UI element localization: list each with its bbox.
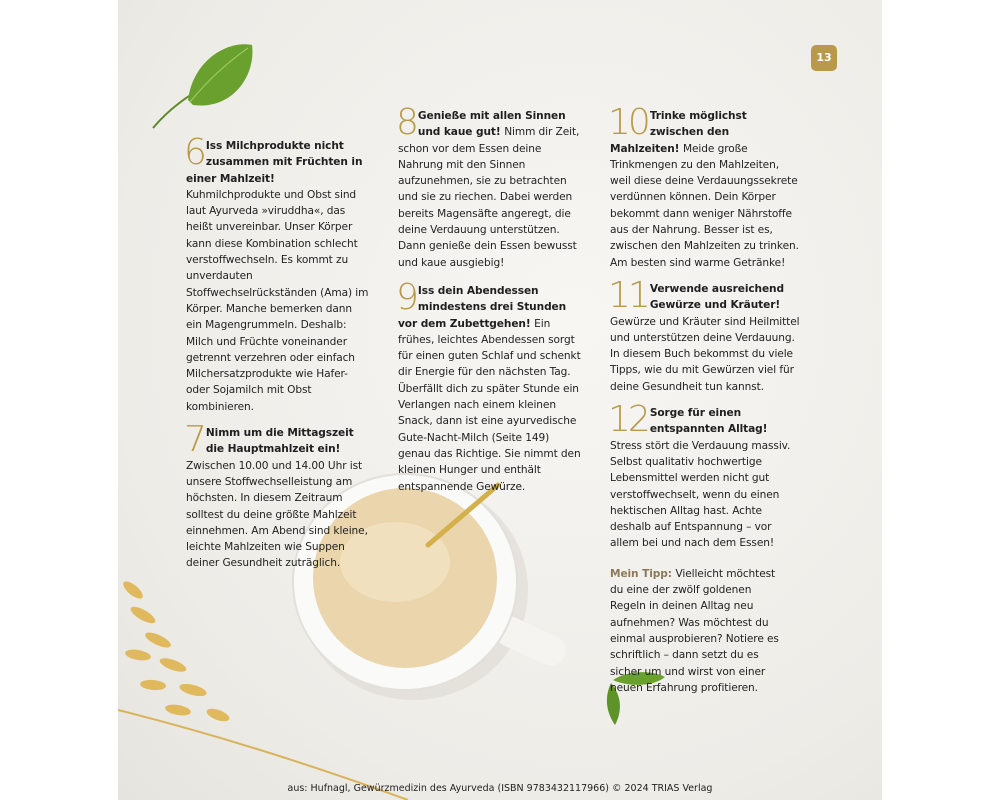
- tip-body: Stress stört die Verdauung massiv. Selbst qualitativ hochwertige Lebensmittel werden nicht gut verstoffwechselt, wenn du einen hektischen Alltag hast. Achte deshalb auf Entspannung – vor allem bei und nach dem Essen!: [610, 439, 791, 550]
- tip-heading: Genieße mit allen Sinnen und kaue gut!: [417, 110, 566, 139]
- tip-body: Ein frühes, leichtes Abendessen sorgt für einen guten Schlaf und schenkt dir Energie für den nächsten Tag. Überfällt dich zu später Stunde ein Verlangen nach einem kleinen Snack, dann ist eine ayurvedische Gute-Nacht-Milch (Seite 149) genau das Richtige. Sie nimmt den kleinen Hunger und enthält entspannende Gewürze.: [398, 317, 581, 493]
- page-footer-credit: aus: Hufnagl, Gewürzmedizin des Ayurveda (ISBN 9783432117966) © 2024 TRIAS Verlag: [287, 783, 713, 794]
- tip-9: [396, 276, 582, 495]
- tip-number: 9: [396, 276, 416, 318]
- tip-number: 10: [608, 102, 648, 143]
- tip-11: [608, 274, 800, 395]
- my-tip-label: Mein Tipp:: [610, 567, 676, 580]
- tip-heading: Sorge für einen entspannten Alltag!: [649, 407, 768, 436]
- tip-body: Zwischen 10.00 und 14.00 Uhr ist unsere Stoffwechselleistung am höchsten. In diesem Zeitraum solltest du deine größte Mahlzeit einnehmen. Am Abend sind kleine, leichte Mahlzeiten wie Suppen deiner Gesundheit zuträglich.: [186, 459, 368, 570]
- tip-heading: Verwende ausreichend Gewürze und Kräuter!: [649, 282, 784, 312]
- tip-6: [184, 132, 371, 415]
- column-3: [608, 102, 800, 704]
- column-2: [396, 102, 582, 503]
- tip-heading: Trinke möglichst zwischen den Mahlzeiten!: [610, 110, 747, 155]
- tip-heading: Iss dein Abendessen mindestens drei Stunden vor dem Zubettgehen!: [398, 284, 567, 330]
- book-page: [118, 0, 882, 800]
- basil-leaf-image: [148, 40, 258, 135]
- page-number-badge: 13: [811, 45, 837, 71]
- my-tip-box: [610, 566, 788, 696]
- tip-12: [608, 399, 800, 552]
- tip-number: 6: [184, 132, 204, 173]
- tip-8: [396, 102, 582, 271]
- my-tip-body: Vielleicht möchtest du eine der zwölf goldenen Regeln in deinen Alltag neu aufnehmen? Was möchtest du einmal ausprobieren? Notiere es schriftlich – dann setzt du es sicher um und wirst von einer neuen Erfahrung profitieren.: [610, 567, 779, 694]
- tip-number: 7: [184, 419, 204, 461]
- tip-body: Meide große Trinkmengen zu den Mahlzeiten, weil diese deine Verdauungssekrete verdünnen können. Dein Körper bekommt dann weniger Nährstoffe aus der Nahrung. Besser ist es, zwischen den Mahlzeiten zu trinken. Am besten sind warme Getränke!: [610, 142, 799, 269]
- oat-stalk-image: [118, 560, 418, 800]
- tip-body: Kuhmilchprodukte und Obst sind laut Ayurveda »viruddha«, das heißt unvereinbar. Unser Körper kann diese Kombination schlecht verstoffwechseln. Es kommt zu unverdauten Stoffwechselrückständen (Ama) im Körper. Manche bemerken dann ein Magengrummeln. Deshalb: Milch und Früchte voneinander getrennt verzehren oder einfach Milchersatzprodukte wie Hafer- oder Sojamilch mit Obst kombinieren.: [186, 188, 369, 413]
- tip-number: 12: [608, 399, 648, 441]
- tip-7: [184, 419, 371, 572]
- tip-heading: Nimm um die Mittagszeit die Hauptmahlzeit ein!: [205, 427, 354, 456]
- tip-10: [608, 102, 800, 271]
- tip-number: 8: [396, 102, 416, 143]
- tip-heading: Iss Milchprodukte nicht zusammen mit Früchten in einer Mahlzeit!: [186, 140, 363, 185]
- tip-number: 11: [608, 274, 648, 316]
- tip-body: Nimm dir Zeit, schon vor dem Essen deine Nahrung mit den Sinnen aufzunehmen, sie zu betrachten und sie zu riechen. Dabei werden bereits Magensäfte angeregt, die deine Verdauung unterstützen. Dann genieße dein Essen bewusst und kaue ausgiebig!: [398, 126, 580, 269]
- tip-body: Gewürze und Kräuter sind Heilmittel und unterstützen deine Verdauung. In diesem Buch bekommst du viele Tipps, wie du mit Gewürzen viel für deine Gesundheit tun kannst.: [610, 315, 800, 393]
- column-1: [184, 132, 371, 580]
